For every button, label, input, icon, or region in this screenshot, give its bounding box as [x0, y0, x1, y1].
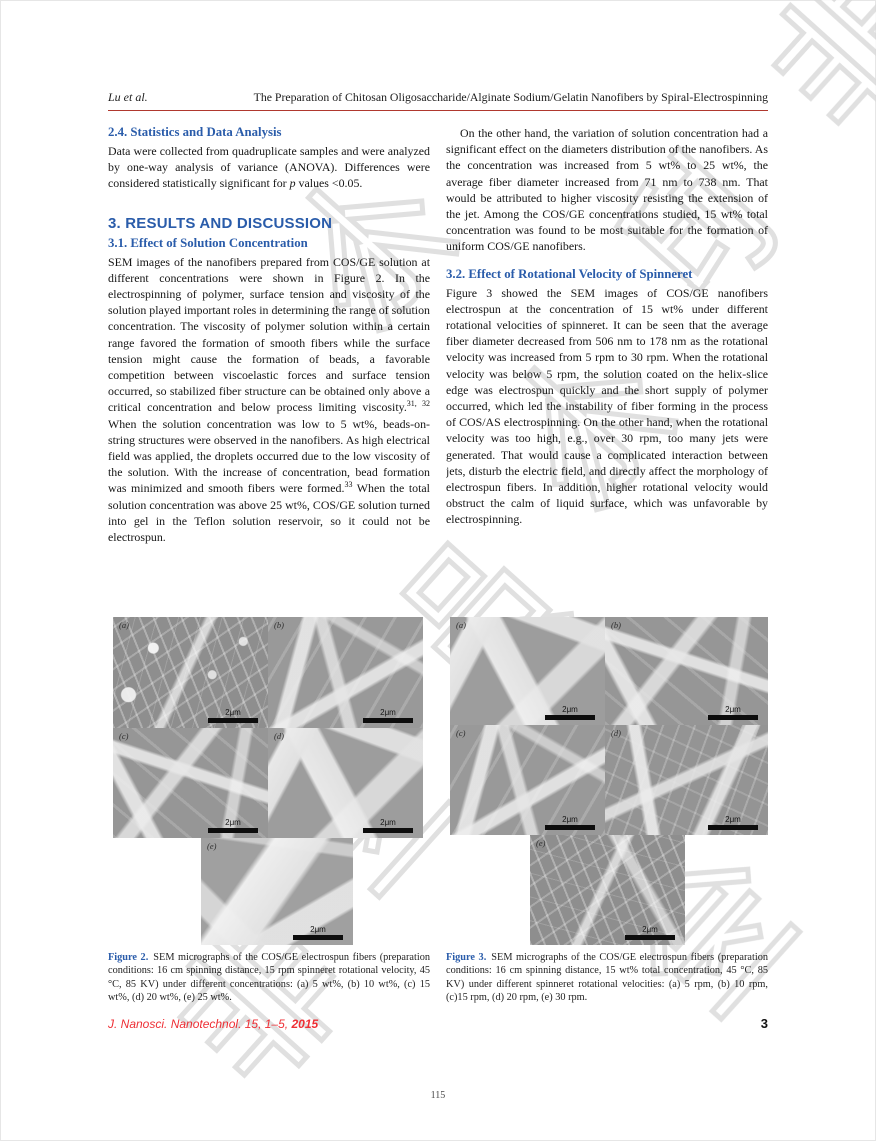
scale-bar-line	[625, 935, 675, 940]
page-header	[108, 90, 768, 111]
italic-p-symbol: p	[289, 176, 296, 191]
sem-panel-b	[605, 617, 768, 725]
section-3-2-heading: 3.2. Effect of Rotational Velocity of Spinneret	[446, 266, 693, 281]
scale-bar: 2μm	[208, 708, 258, 723]
scale-bar: 2μm	[293, 925, 343, 940]
scale-bar: 2μm	[208, 818, 258, 833]
scale-bar: 2μm	[363, 708, 413, 723]
sem-panel-d	[268, 728, 423, 838]
text-run: When the total solution concentration was above 25 wt%, COS/GE solution turned into gel in the Teflon solution reservoir, so it could not be electrospun.	[108, 481, 430, 545]
panel-label: (a)	[119, 620, 129, 630]
scale-bar-line	[363, 828, 413, 833]
right-column	[446, 125, 768, 619]
figure-2-caption-text: SEM micrographs of the COS/GE electrospun fibers (preparation conditions: 16 cm spinning distance, 15 rpm spinneret rotational velocity, 45 °C, 85 KV) under different concentrations: (a) 5 wt%, (b) 10 wt%, (c) 15 wt%, (d) 20 wt%, (e) 25 wt%.	[108, 952, 431, 1004]
journal-reference-year: 2015	[291, 1017, 319, 1031]
left-column	[108, 125, 430, 619]
sem-panel-a	[113, 617, 268, 728]
panel-label: (b)	[274, 620, 284, 630]
reference-superscript: 33	[344, 480, 353, 490]
panel-label: (c)	[119, 731, 129, 741]
scale-bar-line	[208, 828, 258, 833]
figure-3-caption-label: Figure 3.	[446, 952, 487, 963]
text-run: SEM images of the nanofibers prepared from COS/GE solution at different concentrations were shown in Figure 2. In the electrospinning of polymer, surface tension and viscosity of the solution played important roles in determining the range of solution concentration. The viscosity of polymer solution within a certain range favored the formation of smooth fibers while the surface tension might cause the formation of beads, a favorable competition between viscoelastic forces and surface tension occurred, so stabilized fiber structure can be obtained only above a critical concentration and below process limiting viscosity.	[108, 254, 430, 415]
figure-3-caption-text: SEM micrographs of the COS/GE electrospun fibers (preparation conditions: 16 cm spinning distance, 15 wt% total concentration, 45 °C, 85 KV) under different spinneret rotational velocities: (a) 5 rpm, (b) 10 rpm, (c)15 rpm, (d) 20 rpm, (e) 30 rpm.	[446, 952, 769, 1004]
reference-superscript: 31, 32	[406, 399, 430, 409]
scale-bar: 2μm	[363, 818, 413, 833]
scale-bar: 2μm	[708, 705, 758, 720]
scale-bar-line	[545, 715, 595, 720]
paragraph-statistics	[108, 143, 430, 192]
sem-panel-b	[268, 617, 423, 728]
figure-2-image	[113, 617, 423, 945]
scale-bar-line	[208, 718, 258, 723]
sem-panel-e	[201, 838, 353, 945]
section-3-heading: 3. RESULTS AND DISCUSSION	[108, 214, 333, 232]
text-run: Data were collected from quadruplicate samples and were analyzed by one-way analysis of variance (ANOVA). Differences were considered statistically significant for	[108, 144, 430, 191]
scale-bar: 2μm	[545, 815, 595, 830]
text-run: values <0.05.	[295, 176, 363, 191]
figure-3-image	[450, 617, 768, 945]
page-number: 3	[760, 1016, 768, 1031]
paragraph-rotational-velocity: Figure 3 showed the SEM images of COS/GE nanofibers electrospun at the concentration of 15 wt% under different rotational velocities of spinneret. It can be seen that the average fiber diameter decreased from 506 nm to 178 nm as the rotational velocity was increased from 5 rpm to 30 rpm. When the rotational velocity was below 5 rpm, the solution coated on the helix-slice edge was electrospun quickly and the short supply of polymer occurred, which led the instability of fiber forming in the process of COS/AS electrospinning. On the other hand, when the rotational velocity was too high, e.g., over 30 rpm, too many jets were generated. That would cause a complicated interaction between jets, disturb the electric field, and directly affect the morphology of electrospun fibers. In addition, higher rotational velocity would obstruct the calm of liquid surface, which was unfavorable by electrospinning.	[446, 285, 768, 527]
section-2-4-heading: 2.4. Statistics and Data Analysis	[108, 125, 282, 139]
scale-bar-line	[708, 715, 758, 720]
figure-3-caption	[446, 951, 768, 1005]
panel-label: (d)	[611, 728, 621, 738]
panel-label: (b)	[611, 620, 621, 630]
page-footer	[108, 1016, 768, 1031]
running-authors: Lu et al.	[108, 90, 148, 104]
scale-bar-line	[363, 718, 413, 723]
section-3-1-heading: 3.1. Effect of Solution Concentration	[108, 235, 308, 250]
scale-bar: 2μm	[625, 925, 675, 940]
folio-number: 115	[430, 1090, 446, 1101]
text-run: When the solution concentration was low to 5 wt%, beads-on-string structures were observed in the nanofibers. As high electrical field was applied, the droplets occurred due to the low viscosity of the solution. With the increase of concentration, bead formation was minimized and smooth fibers were formed.	[108, 416, 430, 496]
scale-bar-line	[293, 935, 343, 940]
sem-panel-d	[605, 725, 768, 835]
journal-reference	[108, 1017, 318, 1031]
panel-label: (d)	[274, 731, 284, 741]
paragraph-diameter: On the other hand, the variation of solution concentration had a significant effect on the diameters distribution of the nanofibers. As the concentration was increased from 5 wt% to 25 wt%, the average fiber diameter increased from 71 nm to 738 nm. That would be attributed to higher viscosity resisting the extension of the jet. Among the COS/GE concentrations studied, 15 wt% total concentration was found to be most suitable for the formation of uniform COS/GE nanofibers.	[446, 126, 768, 254]
scale-bar: 2μm	[545, 705, 595, 720]
panel-label: (e)	[207, 841, 217, 851]
scale-bar: 2μm	[708, 815, 758, 830]
journal-reference-text: J. Nanosci. Nanotechnol. 15, 1–5,	[108, 1017, 289, 1031]
sem-panel-c	[450, 725, 605, 835]
paragraph-concentration	[108, 254, 430, 546]
sem-panel-e	[530, 835, 685, 945]
scale-bar-line	[545, 825, 595, 830]
sem-panel-a	[450, 617, 605, 725]
panel-label: (c)	[456, 728, 466, 738]
panel-label: (a)	[456, 620, 466, 630]
scale-bar-line	[708, 825, 758, 830]
running-title: The Preparation of Chitosan Oligosaccharide/Alginate Sodium/Gelatin Nanofibers by Spiral-Electrospinning	[253, 90, 768, 104]
panel-label: (e)	[536, 838, 546, 848]
figure-2-caption-label: Figure 2.	[108, 952, 149, 963]
sem-panel-c	[113, 728, 268, 838]
figure-2-caption	[108, 951, 430, 1005]
